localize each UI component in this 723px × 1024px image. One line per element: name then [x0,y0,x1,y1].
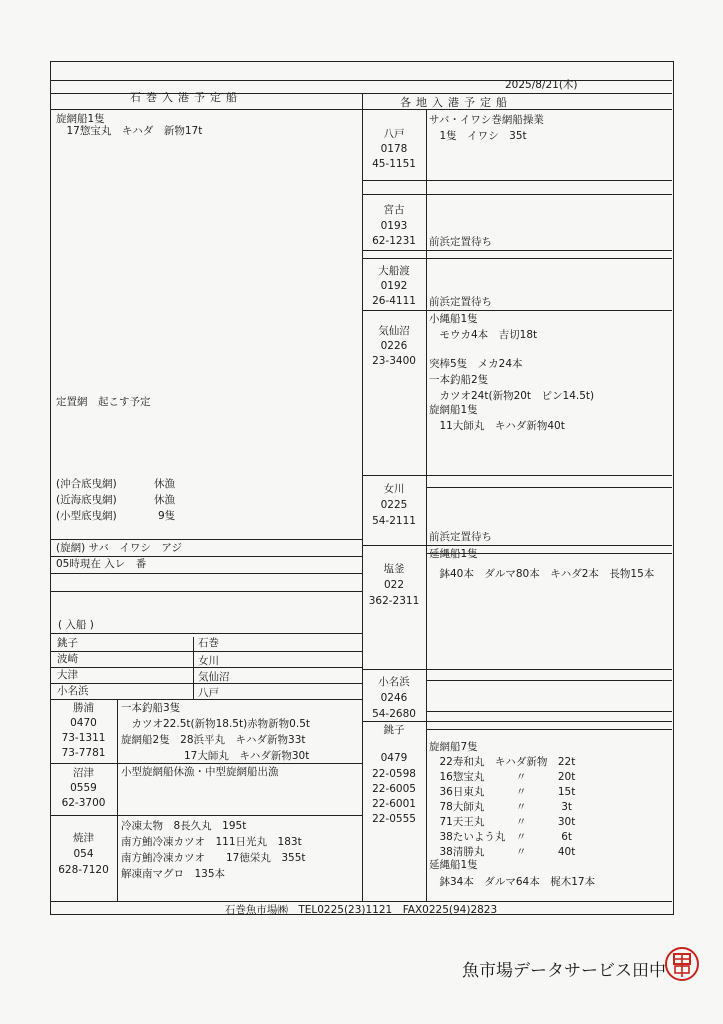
arrival-port: 気仙沼 [198,671,230,683]
port-line: 突棒5隻 メカ24本 [429,358,523,370]
port-line: 旋網船1隻 [429,404,478,416]
port-area-code: 0192 [380,280,408,292]
ishinomaki-title: 石巻入港予定船 [130,91,242,104]
report-date: 2025/8/21(木) [505,79,578,91]
port-phone: 23-3400 [372,355,416,367]
port-name-choshi: 銚子 [383,724,405,736]
purse-seine-status: 05時現在 入レ 番 [56,558,147,570]
port-phone: 628-7120 [58,864,109,876]
port-area-code: 0246 [380,692,408,704]
trawl-value: 休漁 [154,478,175,490]
port-area-code: 054 [73,848,94,860]
port-area-code: 0559 [70,782,97,794]
port-line: 解凍南マグロ 135本 [121,868,226,880]
port-name-yaizu: 焼津 [73,832,94,844]
port-line: 11大師丸 キハダ新物40t [429,420,565,432]
port-line: 38たいよう丸 〃 6t [429,831,572,843]
arrival-port: 波崎 [57,653,78,665]
port-line: 1隻 イワシ 35t [429,130,527,142]
port-area-code: 0178 [380,143,408,155]
arrival-port: 小名浜 [57,685,89,697]
teichi-note: 定置網 起こす予定 [56,396,151,408]
port-line: 16惣宝丸 〃 20t [429,771,576,783]
port-name-kesennuma: 気仙沼 [378,325,410,337]
port-line: 一本釣船2隻 [429,374,489,386]
other-ports-title: 各地入港予定船 [400,96,512,109]
trawl-label: (小型底曳網) [56,510,117,522]
port-line: カツオ24t(新物20t ピン14.5t) [429,390,595,402]
arrival-port: 銚子 [57,637,78,649]
port-line: 延縄船1隻 [429,859,478,871]
port-line: 鉢40本 ダルマ80本 キハダ2本 長物15本 [429,568,655,580]
footer-contact: 石巻魚市場㈱ TEL0225(23)1121 FAX0225(94)2823 [224,904,498,916]
seal-stamp-icon [664,946,700,982]
port-line: 延縄船1隻 [429,548,478,560]
port-phone: 62-1231 [372,235,416,247]
port-phone: 73-1311 [61,732,106,744]
port-line: 78大師丸 〃 3t [429,801,572,813]
port-line: 小型旋網船休漁・中型旋網船出漁 [121,766,279,778]
port-name-shiogama: 塩釜 [383,563,405,575]
arrival-port: 女川 [198,655,219,667]
trawl-value: 休漁 [154,494,175,506]
port-line: 冷凍太物 8長久丸 195t [121,820,247,832]
port-phone: 54-2680 [372,708,416,720]
trawl-label: (近海底曳網) [56,494,117,506]
port-line: 71天王丸 〃 30t [429,816,576,828]
port-line: 前浜定置待ち [429,531,492,543]
port-line: カツオ22.5t(新物18.5t)赤物新物0.5t [121,718,310,730]
port-line: 南方鮪冷凍カツオ 111日光丸 183t [121,836,302,848]
port-area-code: 0479 [380,752,408,764]
port-area-code: 0226 [380,340,408,352]
port-phone: 54-2111 [372,515,416,527]
brand-signature: 魚市場データサービス田中 [462,961,666,981]
arrival-label: ( 入船 ) [58,619,94,631]
port-phone: 22-6001 [372,798,416,810]
port-name-numazu: 沼津 [73,767,94,779]
port-phone: 22-0598 [372,768,416,780]
trawl-value: 9隻 [158,510,176,522]
port-line: モウカ4本 吉切18t [429,329,538,341]
port-line: 南方鮪冷凍カツオ 17徳栄丸 355t [121,852,306,864]
port-phone: 22-6005 [372,783,416,795]
port-name-onahama: 小名浜 [378,676,410,688]
port-line: 旋網船2隻 28浜平丸 キハダ新物33t [121,734,306,746]
port-phone: 22-0555 [372,813,416,825]
port-phone: 45-1151 [372,158,416,170]
port-line: 前浜定置待ち [429,236,492,248]
port-area-code: 0225 [380,499,408,511]
port-area-code: 0193 [380,220,408,232]
port-line: 小縄船1隻 [429,313,478,325]
port-line: 17大師丸 キハダ新物30t [121,750,310,762]
arrival-port: 石巻 [198,637,219,649]
port-name-ofunato: 大船渡 [378,265,410,277]
arrival-port: 八戸 [198,687,219,699]
port-area-code: 0470 [70,717,97,729]
trawl-label: (沖合底曳網) [56,478,117,490]
port-line: サバ・イワシ巻網船操業 [429,114,544,126]
arrival-port: 大津 [57,669,78,681]
port-line: 鉢34本 ダルマ64本 梶木17本 [429,876,596,888]
port-name-onagawa: 女川 [383,483,405,495]
purse-seine-title: (旋網) サバ イワシ アジ [56,542,182,554]
port-phone: 26-4111 [372,295,416,307]
port-line: 一本釣船3隻 [121,702,181,714]
port-line: 22寿和丸 キハダ新物 22t [429,756,576,768]
port-line: 旋網船7隻 [429,741,478,753]
port-line: 36日東丸 〃 15t [429,786,576,798]
left-line: 旋網船1隻 [56,113,105,125]
port-line: 38清勝丸 〃 40t [429,846,576,858]
port-phone: 73-7781 [61,747,106,759]
port-name-hachinohe: 八戸 [383,128,405,140]
port-name-miyako: 宮古 [383,204,405,216]
port-line: 前浜定置待ち [429,296,492,308]
port-phone: 362-2311 [368,595,420,607]
left-line: 17惣宝丸 キハダ 新物17t [56,125,203,137]
port-area-code: 022 [383,579,405,591]
port-name-katsuura: 勝浦 [73,702,94,714]
port-phone: 62-3700 [61,797,106,809]
